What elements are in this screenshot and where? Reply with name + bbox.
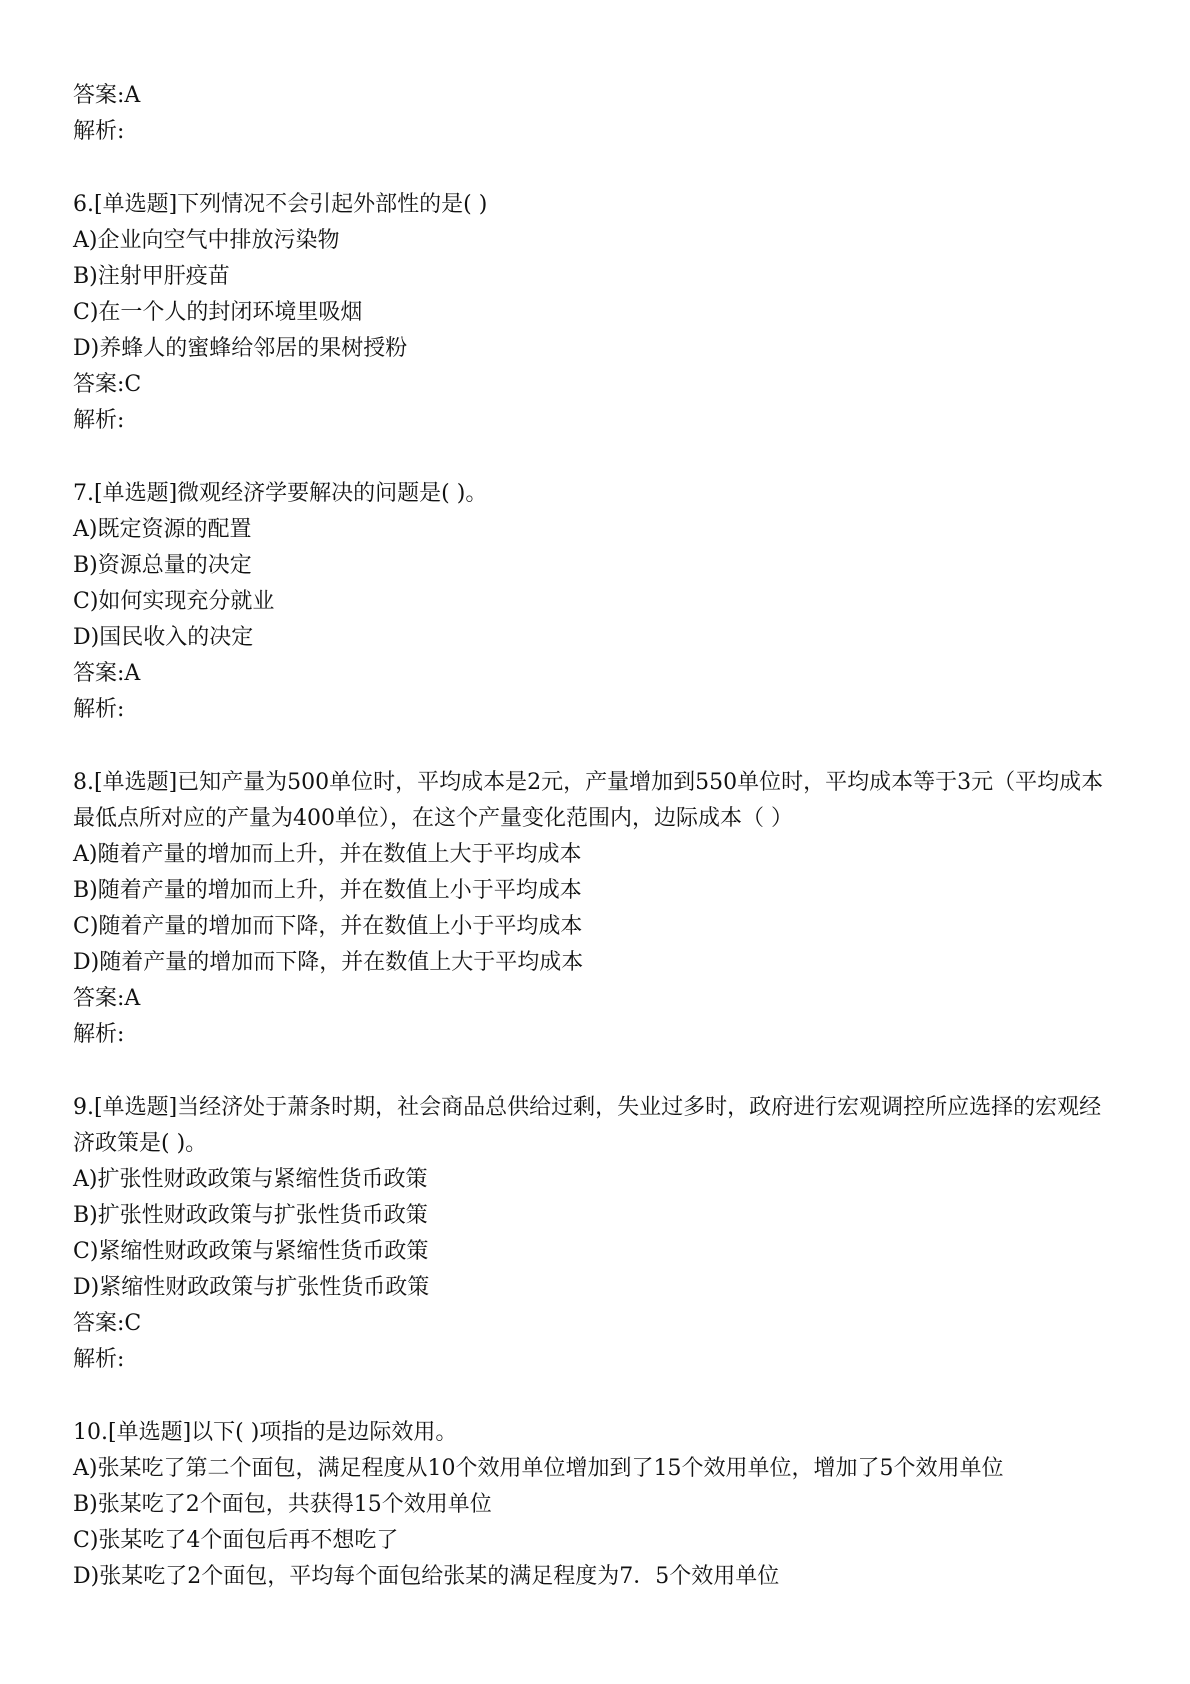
option-b: B)资源总量的决定 <box>73 553 252 578</box>
option-c: C)紧缩性财政政策与紧缩性货币政策 <box>73 1239 429 1264</box>
analysis-line: 解析: <box>73 1022 125 1047</box>
option-c: C)张某吃了4个面包后再不想吃了 <box>73 1528 399 1553</box>
option-d: D)随着产量的增加而下降，并在数值上大于平均成本 <box>73 950 584 975</box>
question-stem <box>73 187 1118 223</box>
option-a: A)张某吃了第二个面包，满足程度从10个效用单位增加到了15个效用单位，增加了5个效用单位 <box>73 1456 1004 1481</box>
question-10 <box>73 1415 1118 1595</box>
option-d: D)国民收入的决定 <box>73 625 254 650</box>
analysis-line: 解析: <box>73 1347 125 1372</box>
answer-line: 答案:C <box>73 372 142 397</box>
question-stem <box>73 476 1118 512</box>
question-text: 当经济处于萧条时期，社会商品总供给过剩，失业过多时，政府进行宏观调控所应选择的宏观经济政策是( )。 <box>73 1095 1102 1156</box>
option-a: A)扩张性财政政策与紧缩性货币政策 <box>73 1167 428 1192</box>
analysis-line: 解析: <box>73 119 125 144</box>
question-type: [单选题] <box>108 1420 192 1445</box>
question-7 <box>73 476 1118 728</box>
question-stem <box>73 765 1118 837</box>
answer-line: 答案:A <box>73 986 141 1011</box>
question-text: 下列情况不会引起外部性的是( ) <box>177 192 488 217</box>
answer-line: 答案:A <box>73 83 141 108</box>
question-number: 6. <box>73 192 94 217</box>
question-number: 8. <box>73 770 94 795</box>
analysis-line: 解析: <box>73 697 125 722</box>
option-b: B)随着产量的增加而上升，并在数值上小于平均成本 <box>73 878 582 903</box>
option-c: C)如何实现充分就业 <box>73 589 275 614</box>
question-type: [单选题] <box>94 1095 178 1120</box>
option-d: D)张某吃了2个面包，平均每个面包给张某的满足程度为7．5个效用单位 <box>73 1564 780 1589</box>
analysis-line: 解析: <box>73 408 125 433</box>
previous-question-tail <box>73 78 1118 150</box>
question-type: [单选题] <box>94 192 178 217</box>
option-a: A)既定资源的配置 <box>73 517 252 542</box>
question-number: 9. <box>73 1095 94 1120</box>
question-stem <box>73 1090 1118 1162</box>
option-b: B)注射甲肝疫苗 <box>73 264 230 289</box>
document-page <box>73 78 1118 1632</box>
question-9 <box>73 1090 1118 1378</box>
question-8 <box>73 765 1118 1053</box>
option-d: D)紧缩性财政政策与扩张性货币政策 <box>73 1275 430 1300</box>
option-d: D)养蜂人的蜜蜂给邻居的果树授粉 <box>73 336 408 361</box>
option-a: A)企业向空气中排放污染物 <box>73 228 340 253</box>
question-text: 微观经济学要解决的问题是( )。 <box>177 481 488 506</box>
question-text: 以下( )项指的是边际效用。 <box>191 1420 458 1445</box>
answer-line: 答案:C <box>73 1311 142 1336</box>
question-stem <box>73 1415 1118 1451</box>
answer-line: 答案:A <box>73 661 141 686</box>
option-b: B)张某吃了2个面包，共获得15个效用单位 <box>73 1492 492 1517</box>
question-text: 已知产量为500单位时，平均成本是2元，产量增加到550单位时，平均成本等于3元（平均成本最低点所对应的产量为400单位），在这个产量变化范围内，边际成本（ ） <box>73 770 1104 831</box>
option-b: B)扩张性财政政策与扩张性货币政策 <box>73 1203 428 1228</box>
option-a: A)随着产量的增加而上升，并在数值上大于平均成本 <box>73 842 582 867</box>
option-c: C)在一个人的封闭环境里吸烟 <box>73 300 363 325</box>
option-c: C)随着产量的增加而下降，并在数值上小于平均成本 <box>73 914 583 939</box>
question-6 <box>73 187 1118 439</box>
question-number: 7. <box>73 481 94 506</box>
question-type: [单选题] <box>94 770 178 795</box>
question-type: [单选题] <box>94 481 178 506</box>
question-number: 10. <box>73 1420 108 1445</box>
